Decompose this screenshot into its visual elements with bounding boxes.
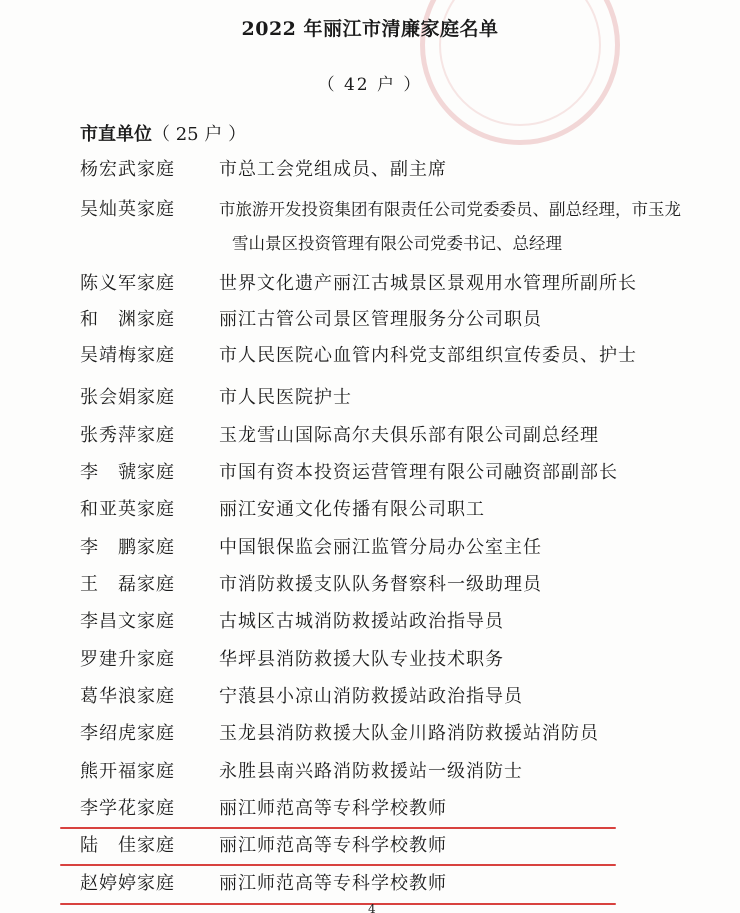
family-name: 李绍虎家庭 [80, 723, 175, 744]
member-position: 丽江师范高等专科学校教师 [219, 798, 447, 819]
section-title: 市直单位 [80, 124, 152, 145]
family-name: 李学花家庭 [80, 798, 175, 819]
member-position: 市国有资本投资运营管理有限公司融资部副部长 [219, 462, 618, 483]
family-name: 赵婷婷家庭 [80, 873, 175, 894]
family-name: 王 磊家庭 [80, 574, 175, 595]
member-position: 宁蒗县小凉山消防救援站政治指导员 [219, 686, 523, 707]
family-name: 陆 佳家庭 [80, 835, 175, 856]
member-position: 玉龙县消防救援大队金川路消防救援站消防员 [219, 723, 599, 744]
member-position: 丽江师范高等专科学校教师 [219, 835, 447, 856]
family-name: 陈义军家庭 [80, 273, 175, 294]
family-name: 杨宏武家庭 [80, 159, 175, 180]
member-position: 市旅游开发投资集团有限责任公司党委委员、副总经理，市玉龙 [219, 200, 681, 219]
member-position-continued: 雪山景区投资管理有限公司党委书记、总经理 [232, 234, 562, 253]
member-position: 市消防救援支队队务督察科一级助理员 [219, 574, 542, 595]
page-title: 2022 年丽江市清廉家庭名单 [241, 18, 499, 40]
page-number: 4 [368, 902, 376, 913]
member-position: 中国银保监会丽江监管分局办公室主任 [219, 537, 542, 558]
member-position: 丽江古管公司景区管理服务分公司职员 [219, 309, 542, 330]
family-name: 李 鹏家庭 [80, 537, 175, 558]
member-position: 市人民医院护士 [219, 387, 352, 408]
member-position: 市人民医院心血管内科党支部组织宣传委员、护士 [219, 345, 637, 366]
family-name: 李昌文家庭 [80, 611, 175, 632]
family-name: 熊开福家庭 [80, 761, 175, 782]
member-position: 玉龙雪山国际高尔夫俱乐部有限公司副总经理 [219, 425, 599, 446]
red-underline [60, 827, 616, 829]
family-name: 吴靖梅家庭 [80, 345, 175, 366]
family-name: 和亚英家庭 [80, 499, 175, 520]
red-underline [60, 903, 616, 905]
member-position: 丽江安通文化传播有限公司职工 [219, 499, 485, 520]
section-count: （ 25 户 ） [152, 124, 247, 145]
section-heading [80, 120, 246, 146]
family-name: 张会娟家庭 [80, 387, 175, 408]
member-position: 永胜县南兴路消防救援站一级消防士 [219, 761, 523, 782]
member-position: 丽江师范高等专科学校教师 [219, 873, 447, 894]
member-position: 古城区古城消防救援站政治指导员 [219, 611, 504, 632]
family-name: 李 虢家庭 [80, 462, 175, 483]
family-name: 葛华浪家庭 [80, 686, 175, 707]
member-position: 世界文化遗产丽江古城景区景观用水管理所副所长 [219, 273, 637, 294]
red-underline [60, 864, 616, 866]
member-position: 华坪县消防救援大队专业技术职务 [219, 649, 504, 670]
family-name: 罗建升家庭 [80, 649, 175, 670]
household-count: （ 42 户 ） [317, 75, 423, 95]
family-name: 张秀萍家庭 [80, 425, 175, 446]
family-name: 和 渊家庭 [80, 309, 175, 330]
family-name: 吴灿英家庭 [80, 199, 175, 220]
member-position: 市总工会党组成员、副主席 [219, 159, 447, 180]
